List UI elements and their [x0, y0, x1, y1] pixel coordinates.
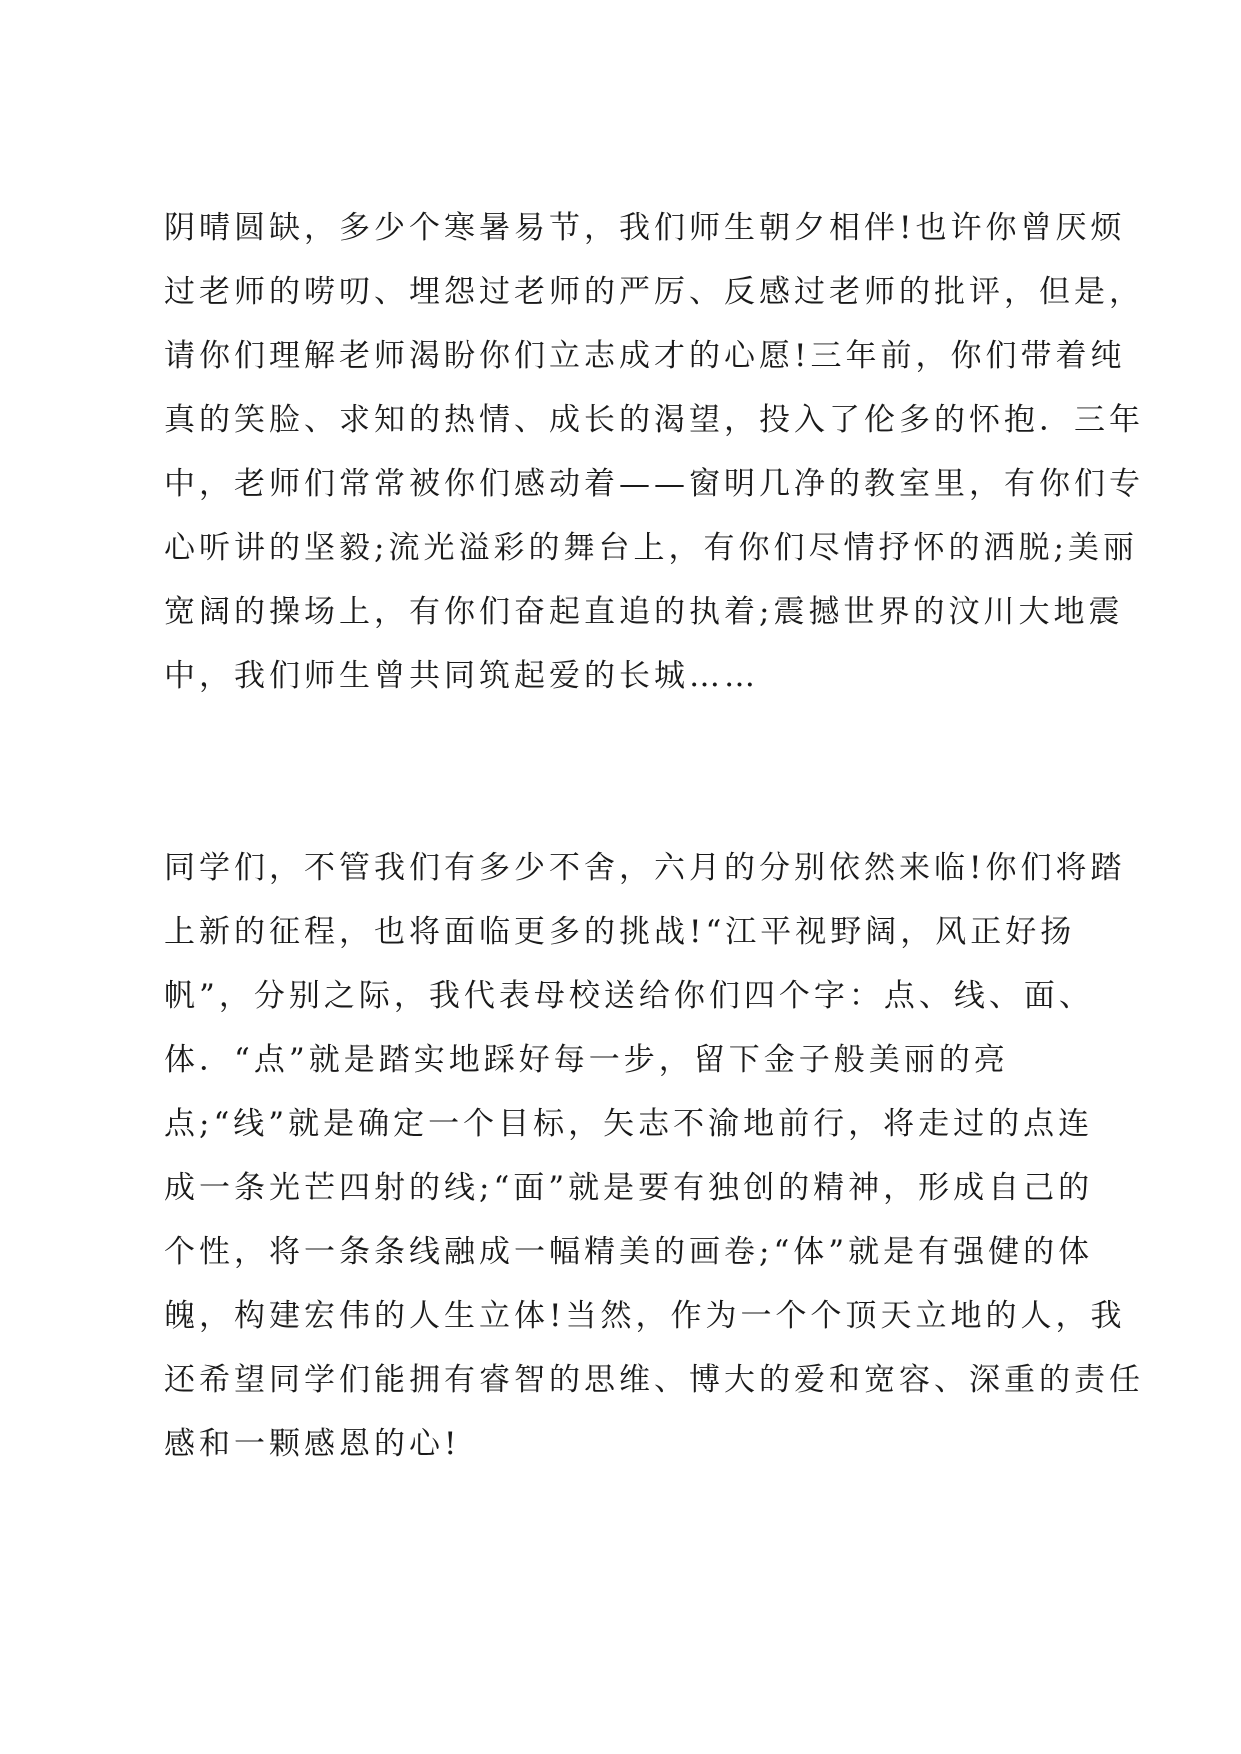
text-line: 真的笑脸、求知的热情、成长的渴望，投入了伦多的怀抱．三年	[164, 402, 1144, 438]
text-line: 帆”，分别之际，我代表母校送给你们四个字：点、线、面、	[164, 978, 1094, 1014]
text-line: 还希望同学们能拥有睿智的思维、博大的爱和宽容、深重的责任	[164, 1362, 1144, 1398]
text-line: 中，我们师生曾共同筑起爱的长城……	[164, 658, 759, 694]
document-body	[164, 196, 1144, 1476]
text-line: 阴晴圆缺，多少个寒暑易节，我们师生朝夕相伴!也许你曾厌烦	[164, 210, 1126, 246]
text-line: 上新的征程，也将面临更多的挑战!“江平视野阔，风正好扬	[164, 914, 1076, 950]
text-line: 体．“点”就是踏实地踩好每一步，留下金子般美丽的亮	[164, 1042, 1009, 1078]
paragraph-2	[164, 836, 1144, 1476]
text-line: 宽阔的操场上，有你们奋起直追的执着;震撼世界的汶川大地震	[164, 594, 1124, 630]
text-line: 过老师的唠叨、埋怨过老师的严厉、反感过老师的批评，但是，	[164, 274, 1144, 310]
text-line: 感和一颗感恩的心!	[164, 1426, 461, 1462]
text-line: 成一条光芒四射的线;“面”就是要有独创的精神，形成自己的	[164, 1170, 1094, 1206]
text-line: 同学们，不管我们有多少不舍，六月的分别依然来临!你们将踏	[164, 850, 1126, 886]
text-line: 个性，将一条条线融成一幅精美的画卷;“体”就是有强健的体	[164, 1234, 1094, 1270]
text-line: 魄，构建宏伟的人生立体!当然，作为一个个顶天立地的人，我	[164, 1298, 1126, 1334]
text-line: 请你们理解老师渴盼你们立志成才的心愿!三年前，你们带着纯	[164, 338, 1126, 374]
paragraph-gap	[164, 708, 1104, 836]
text-line: 心听讲的坚毅;流光溢彩的舞台上，有你们尽情抒怀的洒脱;美丽	[164, 530, 1138, 566]
text-line: 中，老师们常常被你们感动着——窗明几净的教室里，有你们专	[164, 466, 1144, 502]
paragraph-1	[164, 196, 1144, 708]
text-line: 点;“线”就是确定一个目标，矢志不渝地前行，将走过的点连	[164, 1106, 1094, 1142]
